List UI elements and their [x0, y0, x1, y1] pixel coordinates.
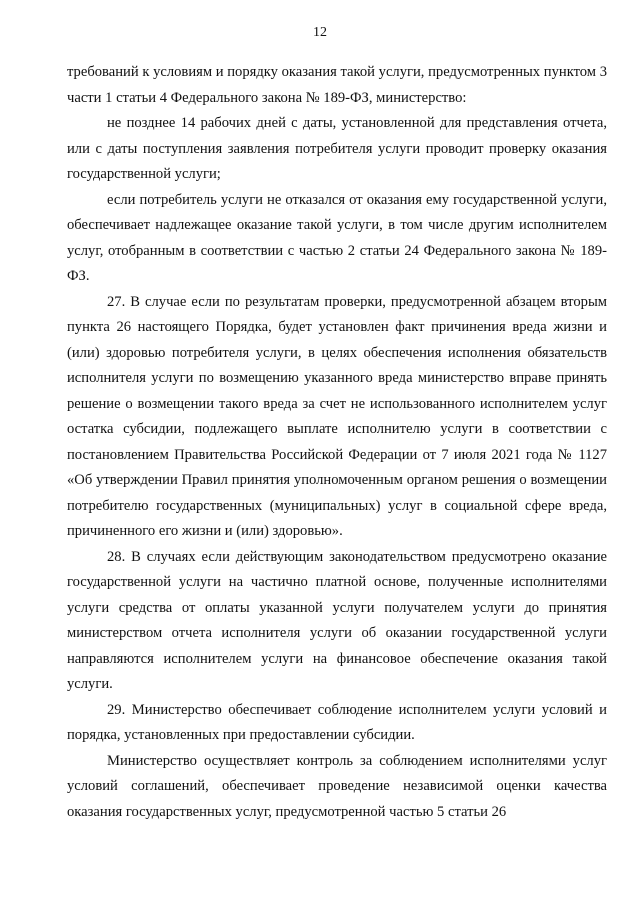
paragraph-27: 27. В случае если по результатам проверки, предусмотренной абзацем вторым пункта 26 настоящего Порядка, будет установлен факт причинения вреда жизни и (или) здоровью потребителя услуги, в целях обеспечения исполнения обязательств исполнителя услуги по возмещению указанного вреда министерство вправе принять решение о возмещении такого вреда за счет не использованного исполнителем услуг остатка субсидии, подлежащего выплате исполнителю услуги в соответствии с постановлением Правительства Российской Федерации от 7 июля 2021 года № 1127 «Об утверждении Правил принятия уполномоченным органом решения о возмещении потребителю государственных (муниципальных) услуг в социальной сфере вреда, причиненного его жизни и (или) здоровью». [67, 293, 607, 539]
paragraph-inspection-deadline: не позднее 14 рабочих дней с даты, установленной для представления отчета, или с даты поступления заявления потребителя услуги проводит проверку оказания государственной услуги; [67, 115, 607, 182]
paragraph-28: 28. В случаях если действующим законодательством предусмотрено оказание государственной услуги на частично платной основе, полученные исполнителями услуги средства от оплаты указанной услуги получателем услуги до принятия министерством отчета исполнителя услуги об оказании государственной услуги направляются исполнителем услуги на финансовое обеспечение оказания такой услуги. [67, 548, 607, 692]
paragraph-service-provision: если потребитель услуги не отказался от оказания ему государственной услуги, обеспечивает надлежащее оказание такой услуги, в том числе другим исполнителем услуг, отобранным в соответствии с частью 2 статьи 24 Федерального закона № 189-ФЗ. [67, 191, 607, 284]
paragraph-29: 29. Министерство обеспечивает соблюдение исполнителем услуги условий и порядка, установленных при предоставлении субсидии. [67, 701, 607, 743]
paragraph-continuation: требований к условиям и порядку оказания такой услуги, предусмотренных пунктом 3 части 1 статьи 4 Федерального закона № 189-ФЗ, министерство: [67, 64, 607, 106]
document-body [67, 60, 607, 825]
page-number: 12 [313, 25, 327, 40]
paragraph-ministry-control: Министерство осуществляет контроль за соблюдением исполнителями услуг условий соглашений, обеспечивает проведение независимой оценки качества оказания государственных услуг, предусмотренной частью 5 статьи 26 [67, 752, 607, 820]
